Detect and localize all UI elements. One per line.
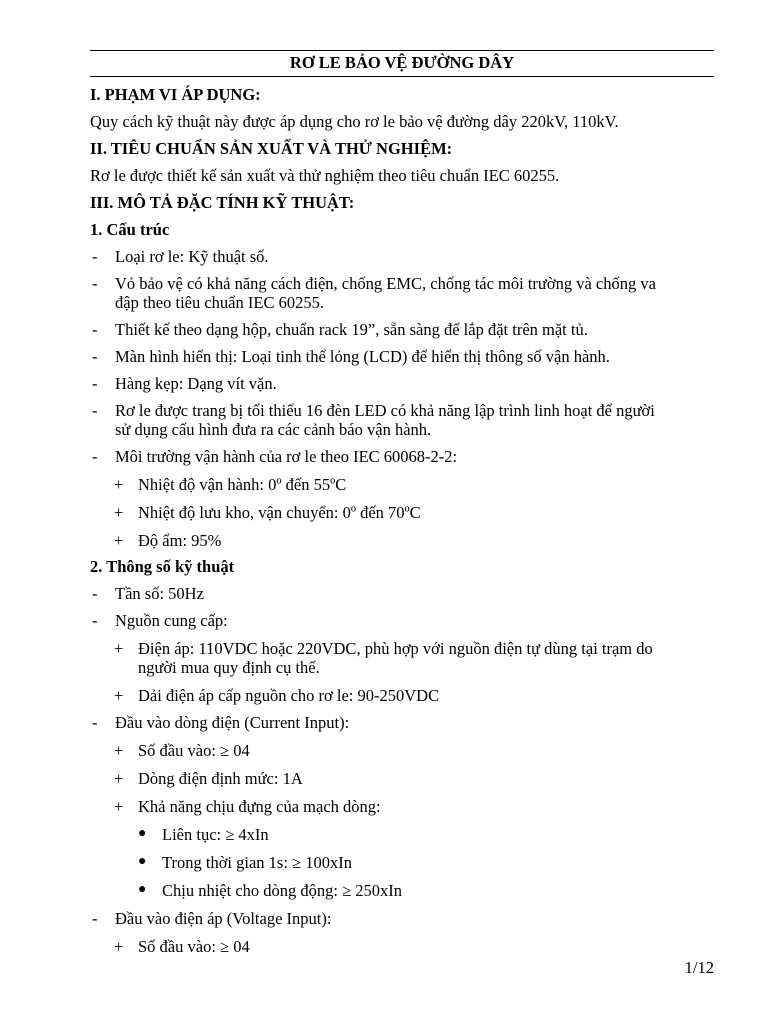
plus-marker: + bbox=[114, 531, 124, 550]
list-item: Môi trường vận hành của rơ le theo IEC 60068-2-2: bbox=[115, 447, 458, 466]
sub-list-item: Nhiệt độ lưu kho, vận chuyển: 0º đến 70ºC bbox=[138, 503, 421, 522]
dash-marker: - bbox=[92, 611, 98, 630]
dash-marker: - bbox=[92, 347, 98, 366]
plus-marker: + bbox=[114, 503, 124, 522]
plus-marker: + bbox=[114, 639, 124, 658]
document-title: RƠ LE BẢO VỆ ĐƯỜNG DÂY bbox=[289, 53, 515, 72]
plus-marker: + bbox=[114, 475, 124, 494]
section-3-heading: III. MÔ TẢ ĐẶC TÍNH KỸ THUẬT: bbox=[90, 193, 355, 212]
sub-list-item: Dòng điện định mức: 1A bbox=[138, 769, 303, 788]
dash-marker: - bbox=[92, 274, 98, 293]
list-item: Thiết kế theo dạng hộp, chuẩn rack 19”, sẵn sàng để lắp đặt trên mặt tủ. bbox=[115, 320, 588, 339]
bullet-item: Liên tục: ≥ 4xIn bbox=[162, 825, 269, 844]
list-item: Nguồn cung cấp: bbox=[115, 611, 228, 630]
list-item-continuation: đập theo tiêu chuẩn IEC 60255. bbox=[115, 293, 324, 312]
bullet-item: Chịu nhiệt cho dòng động: ≥ 250xIn bbox=[162, 881, 403, 900]
dash-marker: - bbox=[92, 247, 98, 266]
bullet-icon: ● bbox=[138, 882, 147, 897]
sub-list-item: Nhiệt độ vận hành: 0º đến 55ºC bbox=[138, 475, 347, 494]
list-item: Rơ le được trang bị tối thiểu 16 đèn LED có khả năng lập trình linh hoạt để người bbox=[115, 401, 655, 420]
sub-list-item: Khả năng chịu đựng của mạch dòng: bbox=[138, 797, 381, 816]
sub-list-item: Dải điện áp cấp nguồn cho rơ le: 90-250VDC bbox=[138, 686, 440, 705]
list-item: Đầu vào dòng điện (Current Input): bbox=[115, 713, 350, 732]
plus-marker: + bbox=[114, 769, 124, 788]
dash-marker: - bbox=[92, 447, 98, 466]
plus-marker: + bbox=[114, 797, 124, 816]
plus-marker: + bbox=[114, 937, 124, 956]
dash-marker: - bbox=[92, 909, 98, 928]
list-item: Tần số: 50Hz bbox=[115, 584, 204, 603]
dash-marker: - bbox=[92, 584, 98, 603]
top-rule bbox=[90, 50, 714, 51]
section-2-text: Rơ le được thiết kế sản xuất và thử nghiệm theo tiêu chuẩn IEC 60255. bbox=[90, 166, 560, 185]
sub-list-item: Điện áp: 110VDC hoặc 220VDC, phù hợp với nguồn điện tự dùng tại trạm do bbox=[138, 639, 653, 658]
dash-marker: - bbox=[92, 713, 98, 732]
subsection-1-heading: 1. Cấu trúc bbox=[90, 220, 170, 239]
bullet-icon: ● bbox=[138, 854, 147, 869]
bullet-icon: ● bbox=[138, 826, 147, 841]
list-item: Đầu vào điện áp (Voltage Input): bbox=[115, 909, 332, 928]
dash-marker: - bbox=[92, 401, 98, 420]
dash-marker: - bbox=[92, 320, 98, 339]
title-underline bbox=[90, 76, 714, 77]
list-item: Hàng kẹp: Dạng vít vặn. bbox=[115, 374, 277, 393]
plus-marker: + bbox=[114, 741, 124, 760]
sub-list-item: Số đầu vào: ≥ 04 bbox=[138, 937, 250, 956]
plus-marker: + bbox=[114, 686, 124, 705]
page-number: 1/12 bbox=[684, 958, 714, 977]
list-item-continuation: sử dụng cấu hình đưa ra các cảnh báo vận hành. bbox=[115, 420, 432, 439]
list-item: Loại rơ le: Kỹ thuật số. bbox=[115, 247, 269, 266]
section-1-heading: I. PHẠM VI ÁP DỤNG: bbox=[90, 85, 261, 104]
list-item: Vỏ bảo vệ có khả năng cách điện, chống EMC, chống tác môi trường và chống va bbox=[115, 274, 656, 293]
bullet-item: Trong thời gian 1s: ≥ 100xIn bbox=[162, 853, 352, 872]
dash-marker: - bbox=[92, 374, 98, 393]
section-1-text: Quy cách kỹ thuật này được áp dụng cho rơ le bảo vệ đường dây 220kV, 110kV. bbox=[90, 112, 619, 131]
sub-list-item: Độ ẩm: 95% bbox=[138, 531, 222, 550]
list-item: Màn hình hiển thị: Loại tinh thể lỏng (LCD) để hiển thị thông số vận hành. bbox=[115, 347, 610, 366]
sub-list-item-continuation: người mua quy định cụ thể. bbox=[138, 658, 320, 677]
subsection-2-heading: 2. Thông số kỹ thuật bbox=[90, 557, 235, 576]
section-2-heading: II. TIÊU CHUẨN SẢN XUẤT VÀ THỬ NGHIỆM: bbox=[90, 139, 453, 158]
sub-list-item: Số đầu vào: ≥ 04 bbox=[138, 741, 250, 760]
